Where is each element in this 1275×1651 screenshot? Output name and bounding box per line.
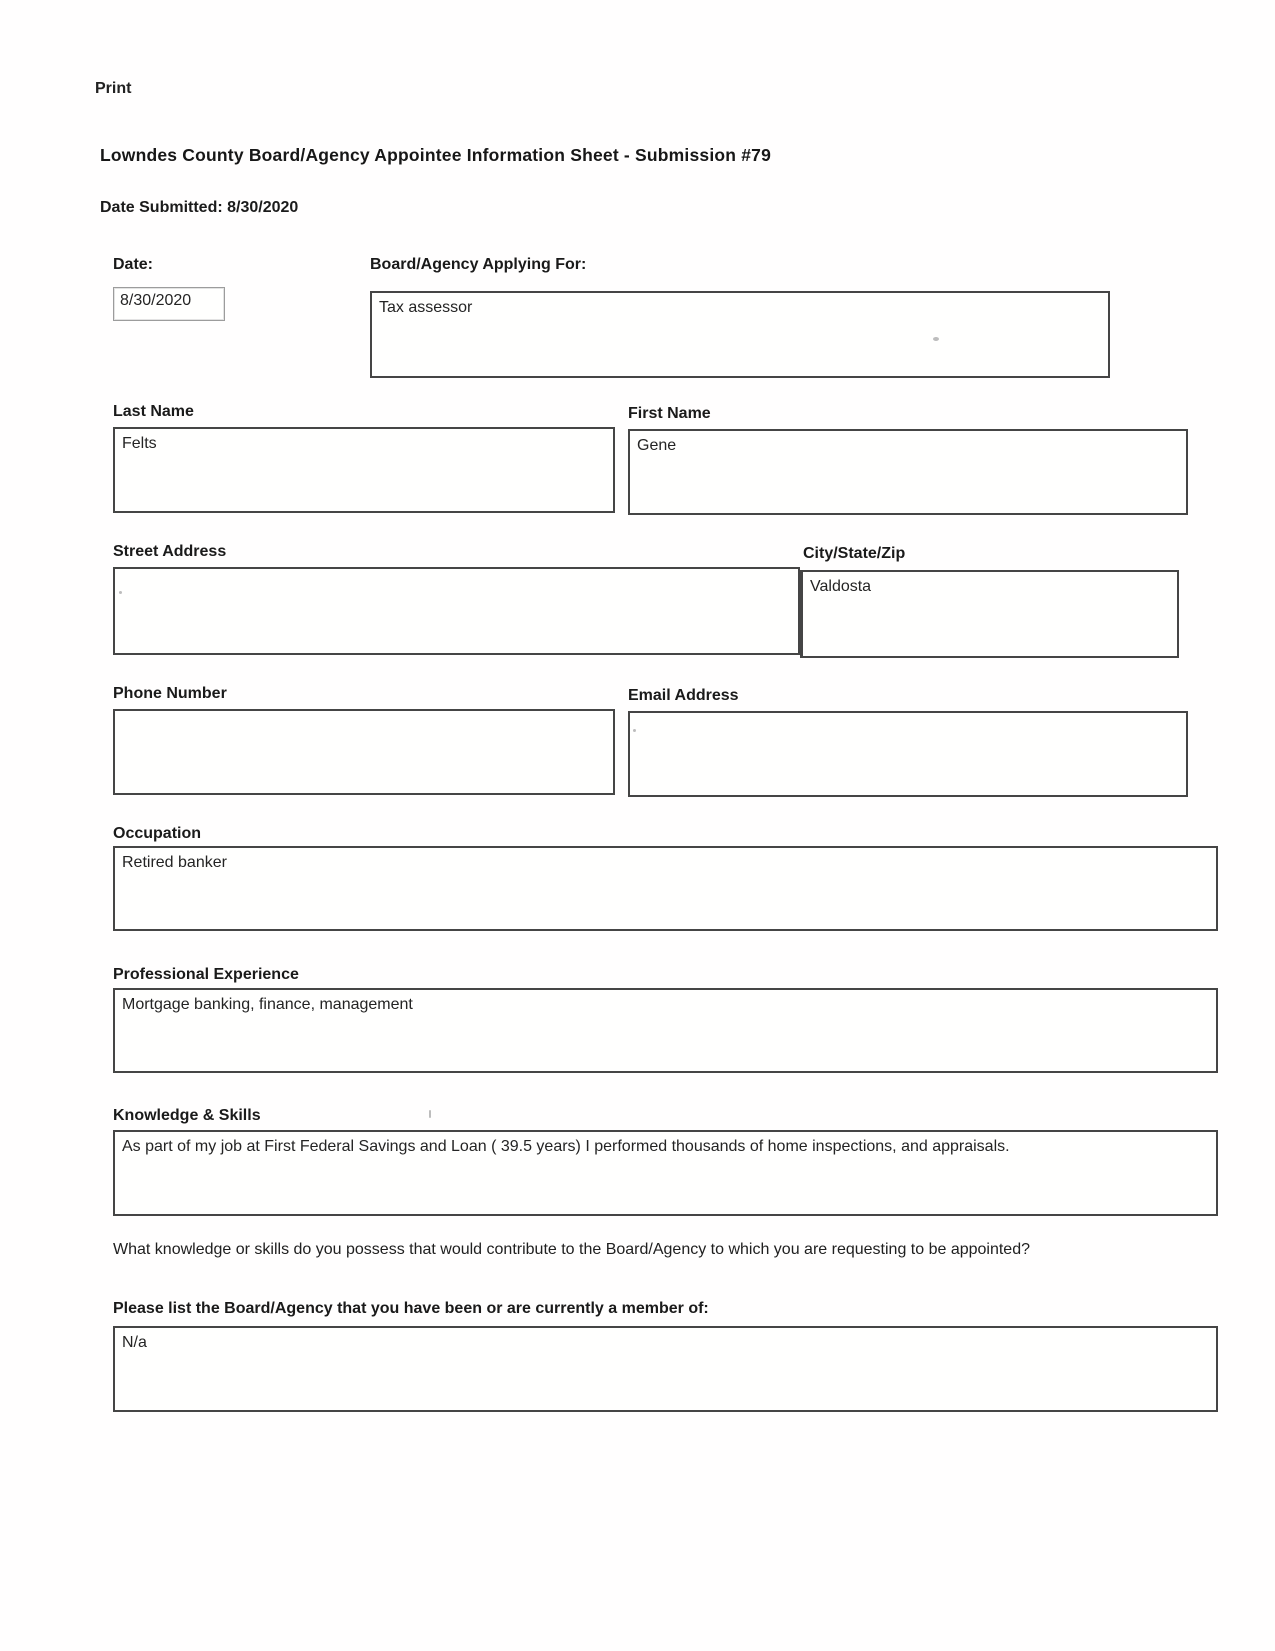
email-label: Email Address [628, 687, 739, 704]
knowledge-skills-label: Knowledge & Skills [113, 1107, 261, 1124]
scan-artifact-dot [933, 337, 939, 341]
last-name-field: Felts [113, 427, 615, 513]
board-membership-field: N/a [113, 1326, 1218, 1412]
scan-artifact-dot [119, 591, 122, 594]
board-agency-field: Tax assessor [370, 291, 1110, 378]
first-name-field: Gene [628, 429, 1188, 515]
date-field: 8/30/2020 [113, 287, 225, 321]
phone-field [113, 709, 615, 795]
phone-label: Phone Number [113, 685, 227, 702]
scan-artifact-dot [633, 729, 636, 732]
knowledge-skills-field: As part of my job at First Federal Savings and Loan ( 39.5 years) I performed thousands of home inspections, and appraisals. [113, 1130, 1218, 1216]
scan-artifact-tick [429, 1110, 431, 1118]
date-submitted-text: Date Submitted: 8/30/2020 [100, 199, 299, 216]
city-state-zip-field: Valdosta [800, 570, 1179, 658]
page-title: Lowndes County Board/Agency Appointee Information Sheet - Submission #79 [100, 145, 772, 165]
first-name-label: First Name [628, 405, 711, 422]
street-address-label: Street Address [113, 543, 227, 560]
board-membership-label: Please list the Board/Agency that you have been or are currently a member of: [113, 1300, 709, 1317]
email-field [628, 711, 1188, 797]
professional-experience-field: Mortgage banking, finance, management [113, 988, 1218, 1073]
board-agency-label: Board/Agency Applying For: [370, 256, 587, 273]
occupation-field: Retired banker [113, 846, 1218, 931]
professional-experience-label: Professional Experience [113, 966, 299, 983]
print-label: Print [95, 80, 132, 97]
knowledge-skills-help-text: What knowledge or skills do you possess that would contribute to the Board/Agency to which you are requesting to be appointed? [113, 1241, 1030, 1258]
date-label: Date: [113, 256, 154, 273]
occupation-label: Occupation [113, 825, 202, 842]
street-address-field [113, 567, 800, 655]
last-name-label: Last Name [113, 403, 194, 420]
city-state-zip-label: City/State/Zip [803, 545, 906, 562]
